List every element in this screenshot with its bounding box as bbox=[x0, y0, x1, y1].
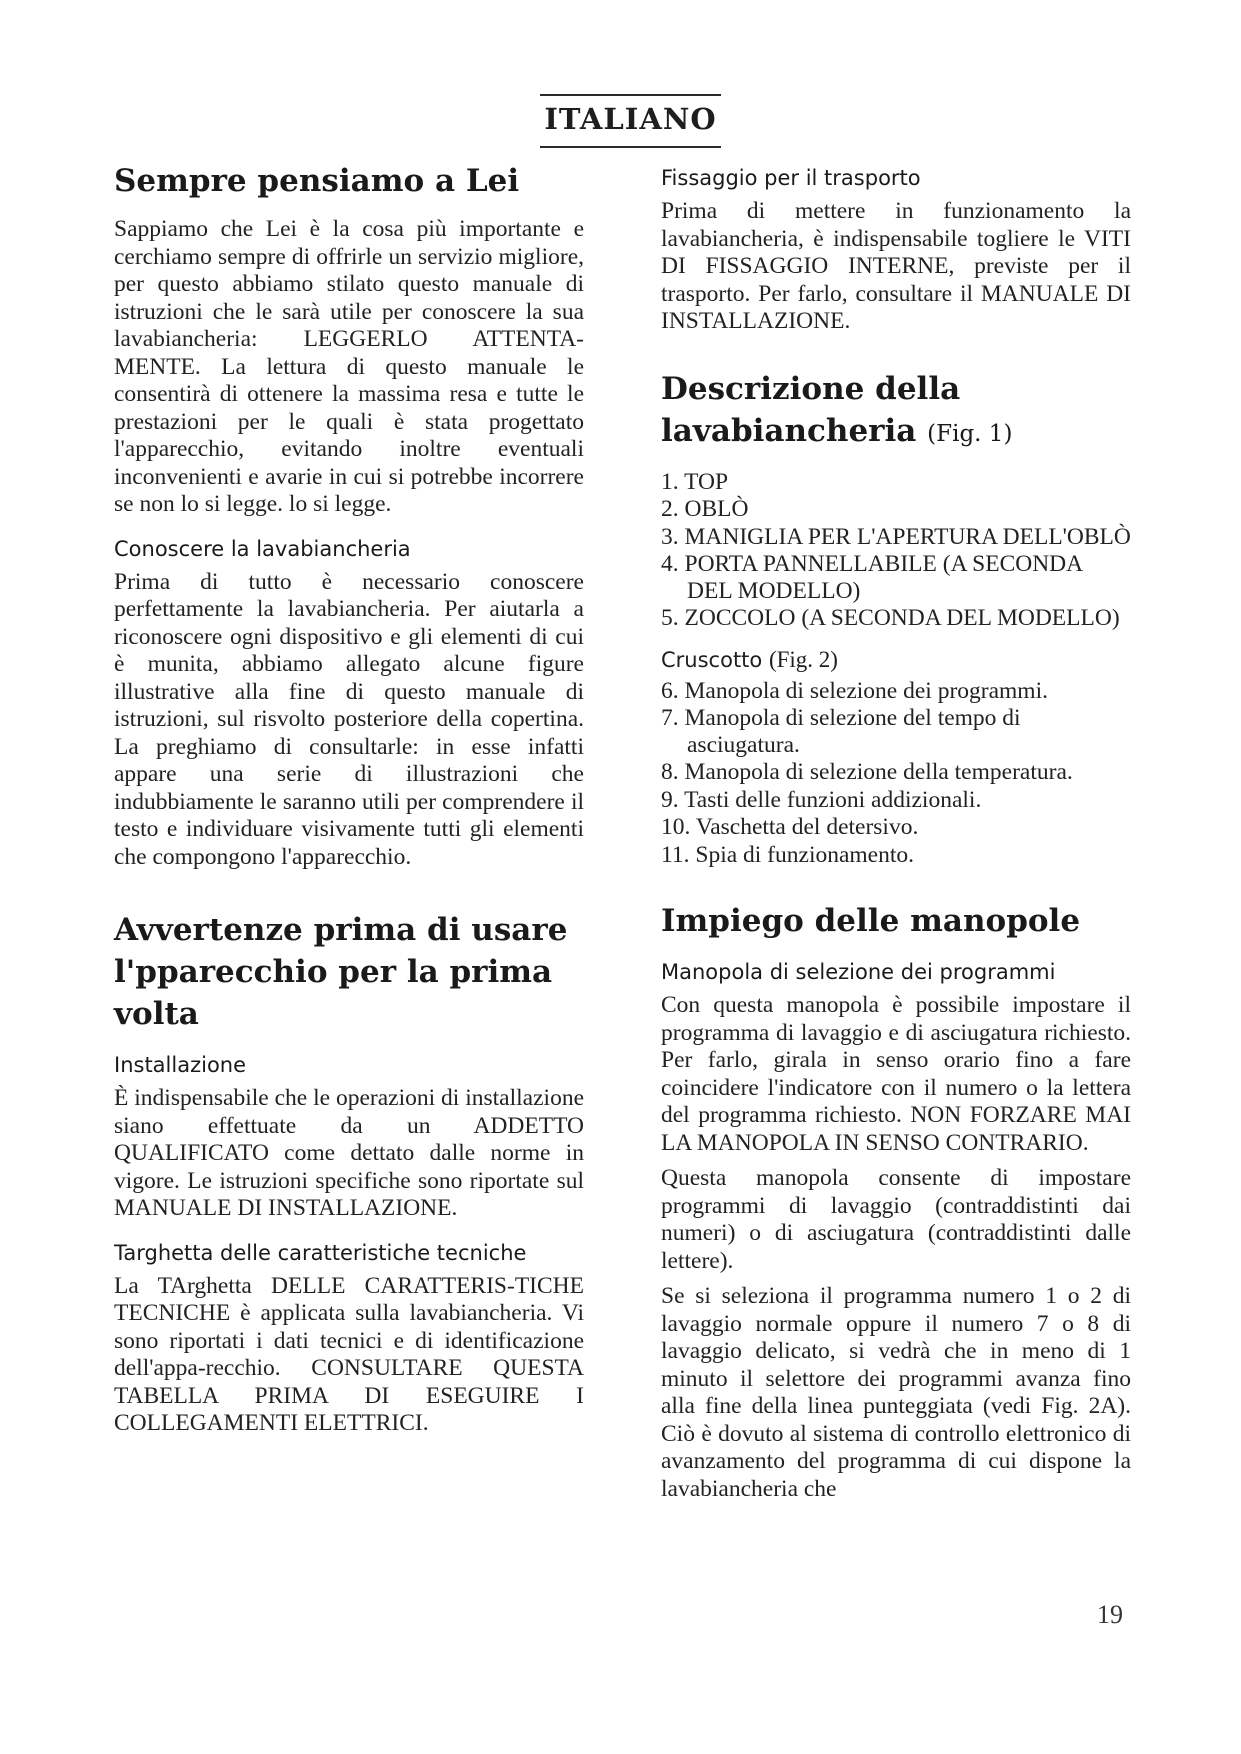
impiego-paragraph-2: Questa manopola consente di impostare programmi di lavaggio (contraddistinti dai numeri) o di asciugatura (contraddistinti dalle lettere). bbox=[661, 1165, 1131, 1274]
list-item: 10. Vaschetta del detersivo. bbox=[661, 814, 919, 840]
subheading-installazione: Installazione bbox=[114, 1053, 247, 1077]
fissaggio-paragraph: Prima di mettere in funzionamento la lavabiancheria, è indispensabile togliere le VITI DI FISSAGGIO INTERNE, previste per il trasporto. Per farlo, consultare il MANUALE DI INSTALLAZIONE. bbox=[661, 198, 1131, 334]
subheading-targhetta: Targhetta delle caratteristiche tecniche bbox=[114, 1240, 527, 1265]
page-number: 19 bbox=[1097, 1600, 1123, 1629]
right-column bbox=[661, 160, 1131, 1511]
subheading-conoscere: Conoscere la lavabiancheria bbox=[114, 536, 411, 561]
impiego-paragraph-3: Se si seleziona il programma numero 1 o 2 di lavaggio normale oppure il numero 7 o 8 di lavaggio delicato, si vedrà che in meno di 1 minuto il selettore dei programmi avanza fino alla fine della linea punteggiata (vedi Fig. 2A). Ciò è dovuto al sistema di controllo elettronico di avanzamento del programma di cui dispone la lavabiancheria che bbox=[661, 1283, 1131, 1502]
list-item: 11. Spia di funzionamento. bbox=[661, 841, 915, 868]
list-item: 7. Manopola di selezione del tempo di asciugatura. bbox=[661, 705, 1021, 758]
list-item: 6. Manopola di selezione dei programmi. bbox=[661, 677, 1048, 704]
descrizione-list bbox=[661, 469, 1131, 632]
list-item: 9. Tasti delle funzioni addizionali. bbox=[661, 786, 982, 813]
list-item: 5. ZOCCOLO (A SECONDA DEL MODELLO) bbox=[661, 605, 1120, 631]
cruscotto-heading bbox=[661, 646, 1131, 674]
list-item: 2. OBLÒ bbox=[661, 496, 749, 522]
language-header bbox=[0, 94, 1241, 148]
section-title-sempre-pensiamo: Sempre pensiamo a Lei bbox=[114, 163, 520, 199]
left-column bbox=[114, 160, 584, 1446]
cruscotto-label: Cruscotto bbox=[661, 647, 763, 672]
list-item: 4. PORTA PANNELLABILE (A SECONDA DEL MODELLO) bbox=[661, 551, 1082, 604]
descrizione-title-text: Descrizione della lavabiancheria bbox=[661, 370, 961, 449]
list-item: 3. MANIGLIA PER L'APERTURA DELL'OBLÒ bbox=[661, 523, 1131, 550]
section-title-avvertenze: Avvertenze prima di usare l'pparecchio per la prima volta bbox=[114, 912, 568, 1032]
installazione-paragraph: È indispensabile che le operazioni di installazione siano effettuate da un ADDETTO QUALIFICATO come dettato dalle norme in vigore. Le istruzioni specifiche sono riportate sul MANUALE DI INSTALLAZIONE. bbox=[114, 1085, 584, 1221]
subheading-fissaggio: Fissaggio per il trasporto bbox=[661, 166, 921, 190]
conoscere-paragraph: Prima di tutto è necessario conoscere perfettamente la lavabiancheria. Per aiutarla a riconoscere ogni dispositivo e gli elementi di cui è munita, abbiamo allegato alcune figure illustrative alla fine di questo manuale di istruzioni, sul risvolto posteriore della copertina. La preghiamo di consultarle: in esse infatti appare una serie di illustrazioni che indubbiamente le saranno utili per comprendere il testo e individuare visivamente tutti gli elementi che compongono l'apparecchio. bbox=[114, 568, 584, 870]
cruscotto-fig-ref: (Fig. 2) bbox=[768, 646, 838, 672]
intro-paragraph: Sappiamo che Lei è la cosa più importante e cerchiamo sempre di offrirle un servizio migliore, per questo abbiamo stilato questo manuale di istruzioni che le sarà utile per conoscere la sua lavabiancheria: LEGGERLO ATTENTA- MENTE. La lettura di questo manuale le consentirà di ottenere la massima resa e tutte le prestazioni per le quali è stata progettato l'apparecchio, evitando inoltre eventuali inconvenienti e avarie in cui si potrebbe incorrere se non lo si legge. lo si legge. bbox=[114, 216, 584, 517]
descrizione-fig-ref: (Fig. 1) bbox=[927, 420, 1013, 447]
section-title-descrizione bbox=[661, 368, 1131, 455]
subheading-manopola-programmi: Manopola di selezione dei programmi bbox=[661, 960, 1056, 984]
cruscotto-list bbox=[661, 678, 1131, 869]
language-label: ITALIANO bbox=[540, 94, 720, 148]
list-item: 8. Manopola di selezione della temperatura. bbox=[661, 759, 1073, 785]
list-item: 1. TOP bbox=[661, 468, 729, 495]
targhetta-paragraph: La TArghetta DELLE CARATTERIS-TICHE TECNICHE è applicata sulla lavabiancheria. Vi sono riportati i dati tecnici e di identificazione dell'appa-recchio. CONSULTARE QUESTA TABELLA PRIMA DI ESEGUIRE I COLLEGAMENTI ELETTRICI. bbox=[114, 1272, 584, 1436]
section-title-impiego: Impiego delle manopole bbox=[661, 903, 1081, 939]
impiego-paragraph-1: Con questa manopola è possibile impostare il programma di lavaggio e di asciugatura richiesto. Per farlo, girala in senso orario fino a fare coincidere l'indicatore con il numero o la lettera del programma richiesto. NON FORZARE MAI LA MANOPOLA IN SENSO CONTRARIO. bbox=[661, 992, 1131, 1156]
